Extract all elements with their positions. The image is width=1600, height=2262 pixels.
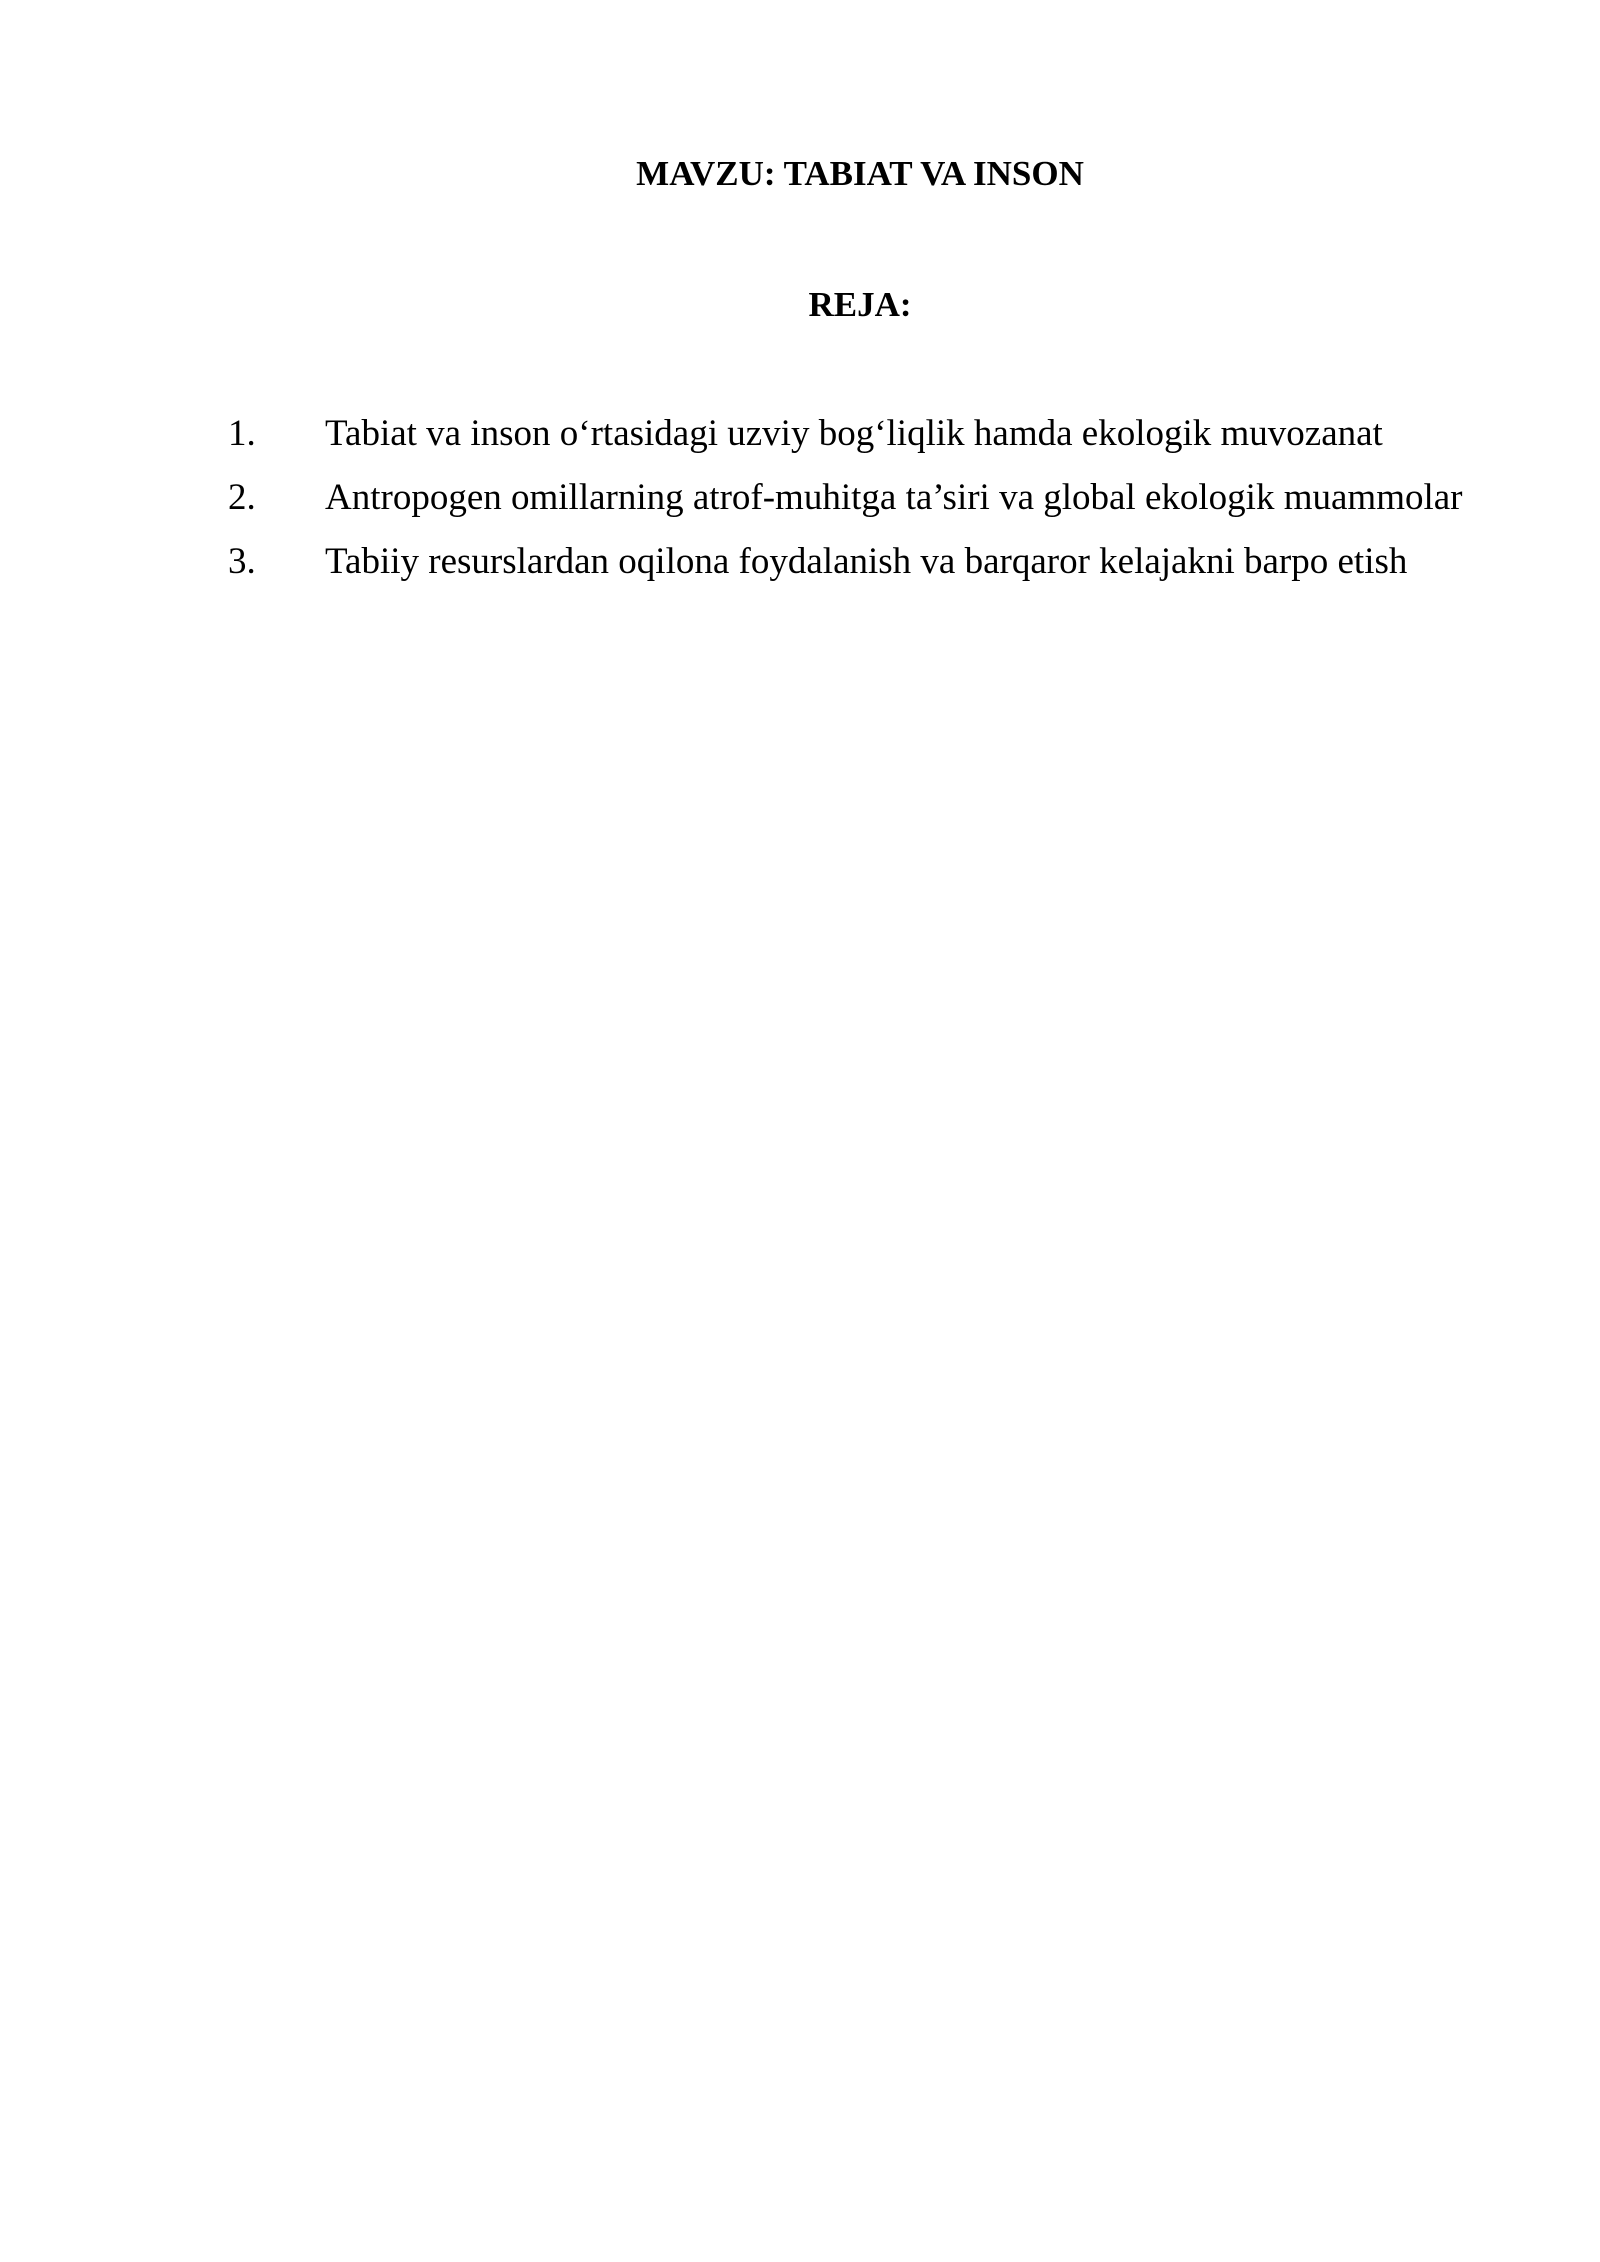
plan-item-number: 2.: [228, 477, 256, 518]
plan-item: [228, 410, 1463, 474]
plan-item-number: 3.: [228, 541, 256, 582]
plan-heading: REJA:: [808, 285, 912, 324]
plan-item-text: Tabiiy resurslardan oqilona foydalanish va barqaror kelajakni barpo etish: [325, 541, 1408, 582]
plan-item-text: Antropogen omillarning atrof-muhitga ta’siri va global ekologik muammolar: [325, 477, 1463, 518]
plan-item: [228, 538, 1463, 602]
plan-item-number: 1.: [228, 413, 256, 454]
plan-item: [228, 474, 1463, 538]
plan-item-text: Tabiat va inson o‘rtasidagi uzviy bog‘liqlik hamda ekologik muvozanat: [325, 413, 1383, 454]
document-title: MAVZU: TABIAT VA INSON: [636, 154, 1084, 193]
plan-list: [228, 410, 1463, 602]
